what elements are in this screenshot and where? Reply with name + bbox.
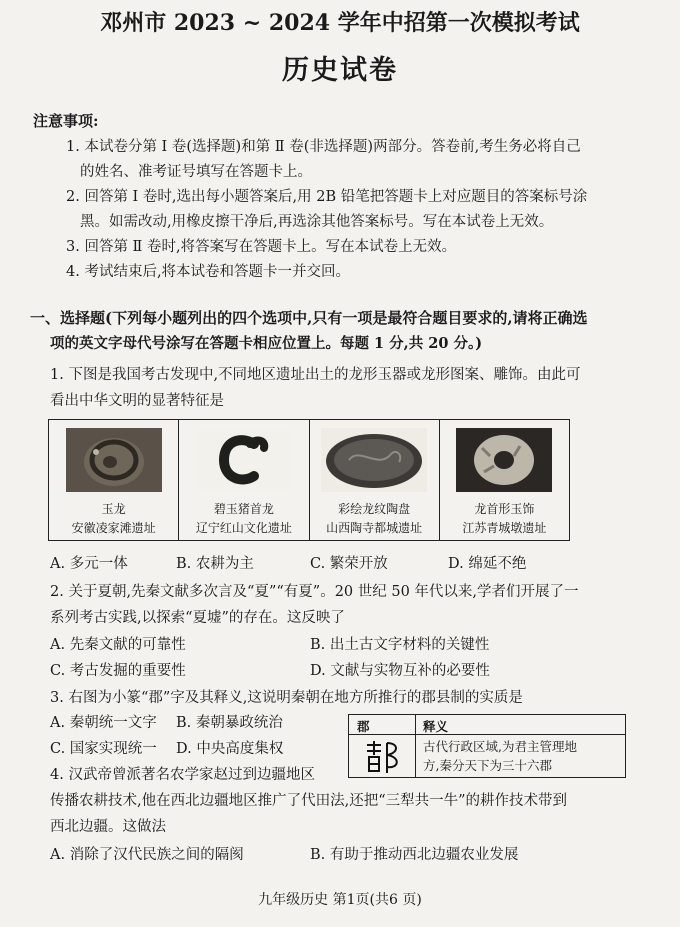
q3-option-a[interactable]: A. 秦朝统一文字	[50, 715, 157, 731]
q4-stem: 4. 汉武帝曾派著名农学家赵过到边疆地区	[50, 767, 315, 783]
exam-title: 邓州市 2023 ~ 2024 学年中招第一次模拟考试	[100, 10, 580, 36]
subject-title: 历史试卷	[282, 55, 398, 86]
artifact-caption	[49, 500, 178, 538]
gloss-header-character: 郡	[357, 719, 370, 734]
gloss-definition-line: 古代行政区域,为君主管理地	[423, 739, 577, 754]
seal-script-jun-glyph	[363, 739, 403, 775]
artifact-site: 安徽凌家滩遗址	[71, 521, 156, 535]
dragon-head-jade-image	[446, 425, 563, 495]
q2-option-d[interactable]: D. 文献与实物互补的必要性	[310, 663, 490, 679]
notes-heading: 注意事项:	[33, 112, 99, 130]
section-heading-cont: 项的英文字母代号涂写在答题卡相应位置上。每题 1 分,共 20 分。)	[50, 335, 483, 352]
q1-option-c[interactable]: C. 繁荣开放	[310, 556, 388, 572]
q4-stem-cont: 传播农耕技术,他在西北边疆地区推广了代田法,还把“三犁共一牛”的耕作技术带到	[50, 793, 568, 809]
q3-option-c[interactable]: C. 国家实现统一	[50, 741, 157, 757]
note-line: 的姓名、准考证号填写在答题卡上。	[80, 164, 312, 180]
gloss-divider	[415, 715, 416, 777]
artifact-caption	[310, 500, 439, 538]
section-heading: 一、选择题(下列每小题列出的四个选项中,只有一项是最符合题目要求的,请将正确选	[30, 309, 588, 327]
artifact-name: 玉龙	[101, 502, 126, 516]
q2-option-b[interactable]: B. 出土古文字材料的关键性	[310, 637, 490, 653]
artifact-name: 碧玉猪首龙	[213, 502, 274, 516]
q3-stem: 3. 右图为小篆“郡”字及其释义,这说明秦朝在地方所推行的郡县制的实质是	[50, 690, 523, 706]
q3-option-d[interactable]: D. 中央高度集权	[176, 741, 284, 757]
artifact-caption	[179, 500, 308, 538]
q1-stem: 1. 下图是我国考古发现中,不同地区遗址出土的龙形玉器或龙形图案、雕饰。由此可	[50, 367, 581, 383]
note-line: 2. 回答第 Ⅰ 卷时,选出每小题答案后,用 2B 铅笔把答题卡上对应题目的答案标号涂	[66, 189, 588, 205]
artifact-site: 山西陶寺都城遗址	[326, 521, 423, 535]
q2-stem-cont: 系列考古实践,以探索“夏墟”的存在。这反映了	[50, 610, 345, 626]
q1-option-a[interactable]: A. 多元一体	[50, 556, 128, 572]
gloss-definition-line: 方,秦分天下为三十六郡	[423, 758, 552, 773]
artifact-caption	[440, 500, 569, 538]
page-footer: 九年级历史 第1页(共6 页)	[258, 892, 422, 908]
artifact-cell	[179, 420, 309, 540]
artifact-site: 江苏青城墩遗址	[462, 521, 547, 535]
q4-option-b[interactable]: B. 有助于推动西北边疆农业发展	[310, 847, 519, 863]
note-line: 1. 本试卷分第 Ⅰ 卷(选择题)和第 Ⅱ 卷(非选择题)两部分。答卷前,考生务必将自己	[66, 139, 581, 155]
gloss-header-definition: 释义	[423, 719, 449, 734]
q3-option-b[interactable]: B. 秦朝暴政统治	[176, 715, 283, 731]
q2-stem: 2. 关于夏朝,先秦文献多次言及“夏”“有夏”。20 世纪 50 年代以来,学者们开展了一	[50, 584, 579, 600]
artifact-site: 辽宁红山文化遗址	[195, 521, 292, 535]
q4-stem-cont: 西北边疆。这做法	[50, 819, 166, 835]
artifact-name: 彩绘龙纹陶盘	[338, 502, 411, 516]
q4-option-a[interactable]: A. 消除了汉代民族之间的隔阂	[50, 847, 244, 863]
painted-pottery-plate-image	[316, 425, 433, 495]
q1-stem-cont: 看出中华文明的显著特征是	[50, 393, 224, 409]
q2-option-a[interactable]: A. 先秦文献的可靠性	[50, 637, 186, 653]
artifact-cell	[440, 420, 569, 540]
note-line: 4. 考试结束后,将本试卷和答题卡一并交回。	[66, 264, 351, 280]
q2-option-c[interactable]: C. 考古发掘的重要性	[50, 663, 186, 679]
gloss-definition	[423, 737, 621, 775]
gloss-header-row	[349, 715, 625, 735]
note-line: 3. 回答第 Ⅱ 卷时,将答案写在答题卡上。写在本试卷上无效。	[66, 239, 457, 255]
q1-option-b[interactable]: B. 农耕为主	[176, 556, 254, 572]
artifact-name: 龙首形玉饰	[474, 502, 535, 516]
artifact-table	[48, 419, 570, 541]
artifact-cell	[49, 420, 179, 540]
note-line: 黑。如需改动,用橡皮擦干净后,再选涂其他答案标号。写在本试卷上无效。	[80, 214, 554, 230]
jade-dragon-image	[55, 425, 172, 495]
q1-option-d[interactable]: D. 绵延不绝	[448, 556, 527, 572]
artifact-cell	[310, 420, 440, 540]
character-gloss-table	[348, 714, 626, 778]
pig-dragon-image	[185, 425, 302, 495]
